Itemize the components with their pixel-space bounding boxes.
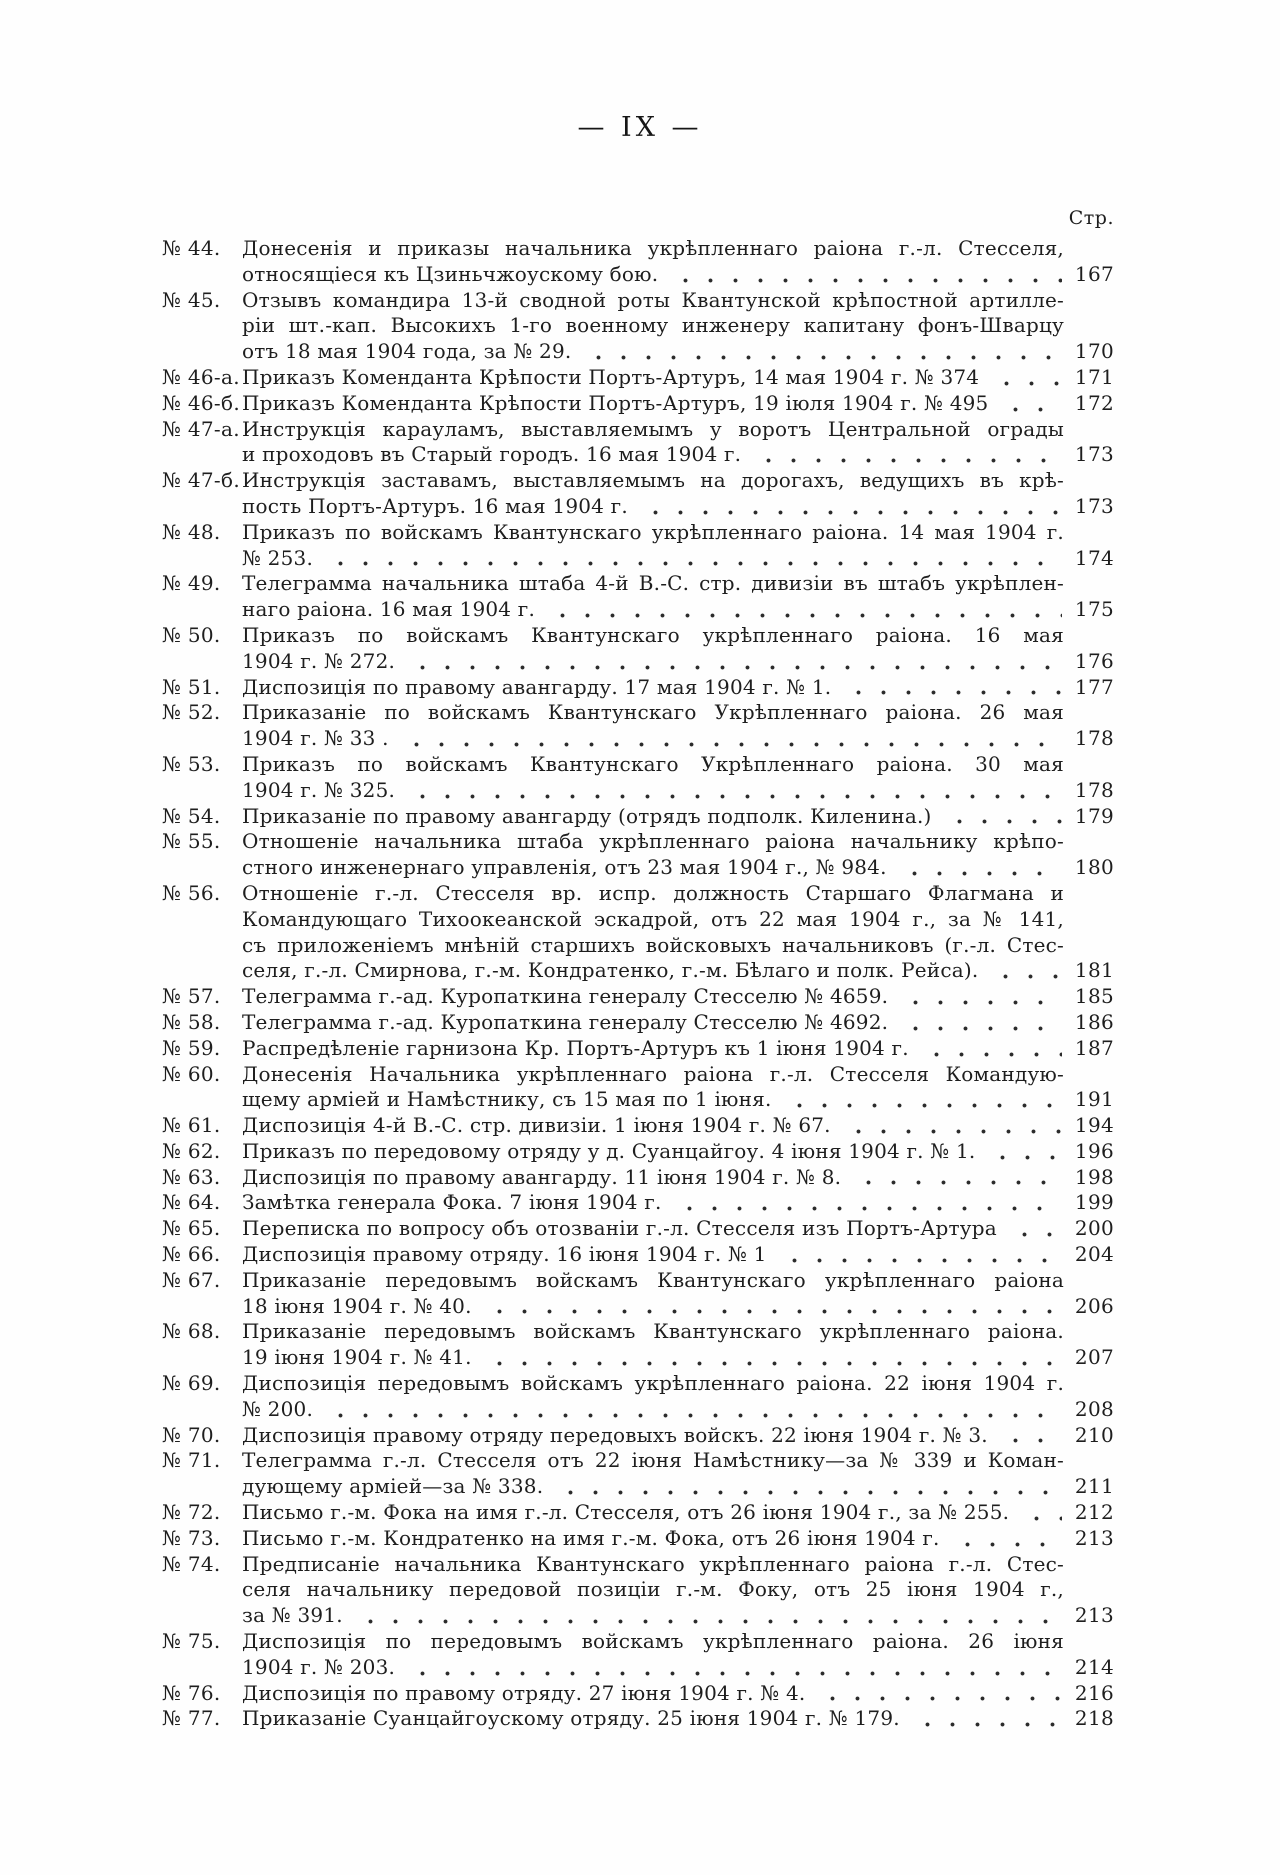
entry-text-line (242, 262, 1064, 288)
entry-text-line (242, 726, 1064, 752)
dot-leader (842, 675, 1062, 701)
entry-text (242, 236, 1064, 288)
entry-number: № 46-а. (162, 364, 240, 389)
entry-text (242, 1500, 1064, 1526)
toc-entry (162, 829, 1114, 881)
entry-number: № 68. (162, 1319, 221, 1344)
entry-page-number: 198 (1074, 1164, 1114, 1189)
dot-leader (324, 546, 1062, 572)
entry-text-line (242, 1423, 1064, 1449)
toc-entry (162, 623, 1114, 675)
entry-text (242, 417, 1064, 469)
dot-leader (899, 984, 1062, 1010)
entry-text-line-content: Диспозиція правому отряду. 16 іюня 1904 г. № 1 (242, 1242, 767, 1267)
entry-text-line-content: Приказъ Коменданта Крѣпости Портъ-Артуръ, 14 мая 1904 г. № 374 (242, 364, 980, 389)
entry-page-number: 179 (1074, 803, 1114, 828)
entry-text-line (242, 339, 1064, 365)
dot-leader (406, 649, 1062, 675)
dot-leader (986, 1139, 1062, 1165)
dot-leader (999, 1423, 1062, 1449)
entry-number: № 66. (162, 1242, 221, 1267)
entry-number: № 57. (162, 984, 221, 1009)
entry-page-number: 199 (1074, 1190, 1114, 1215)
entry-number: № 71. (162, 1448, 221, 1473)
entry-text-line (242, 1681, 1064, 1707)
entry-number: № 49. (162, 571, 221, 596)
toc-entry (162, 1371, 1114, 1423)
entry-text-line: Командующаго Тихоокеанской эскадрой, отъ 22 мая 1904 г., за № 141, (242, 906, 1064, 931)
entry-page-number: 207 (1074, 1345, 1114, 1370)
entry-text-line-content: № 200. (242, 1396, 314, 1421)
entry-text-line: Диспозиція передовымъ войскамъ укрѣпленнаго раіона. 22 іюня 1904 г. (242, 1371, 1064, 1396)
entry-text-line (242, 442, 1064, 468)
entry-text-line (242, 1036, 1064, 1062)
entry-text-line-content: и проходовъ въ Старый городъ. 16 мая 1904 г. (242, 442, 742, 467)
entry-text-line-content: Приказъ Коменданта Крѣпости Портъ-Артуръ, 19 іюля 1904 г. № 495 (242, 390, 989, 415)
entry-text (242, 1062, 1064, 1114)
entry-text (242, 752, 1064, 804)
entry-text (242, 1113, 1064, 1139)
entry-text (242, 1036, 1064, 1062)
entry-text (242, 1216, 1064, 1242)
entry-text-line-content: Диспозиція по правому авангарду. 17 мая 1904 г. № 1. (242, 674, 832, 699)
dot-leader (673, 1190, 1062, 1216)
entry-page-number: 194 (1074, 1113, 1114, 1138)
entry-text (242, 1371, 1064, 1423)
entry-text-line (242, 1190, 1064, 1216)
dot-leader (546, 597, 1062, 623)
entry-text-line (242, 1216, 1064, 1242)
entry-text-line (242, 546, 1064, 572)
toc-entry (162, 700, 1114, 752)
entry-number: № 64. (162, 1190, 221, 1215)
entry-text-line (242, 1655, 1064, 1681)
toc-entry (162, 288, 1114, 365)
entry-text (242, 365, 1064, 391)
entry-text (242, 1268, 1064, 1320)
entry-text (242, 1526, 1064, 1552)
entry-text (242, 623, 1064, 675)
toc-entry (162, 1062, 1114, 1114)
entry-text-line: Отношеніе начальника штаба укрѣпленнаго раіона начальнику крѣпо- (242, 829, 1064, 854)
entry-text-line-content: Диспозиція по правому отряду. 27 іюня 1904 г. № 4. (242, 1680, 806, 1705)
entry-text (242, 1681, 1064, 1707)
dot-leader (778, 1242, 1062, 1268)
entry-text-line: ріи шт.-кап. Высокихъ 1-го военному инженеру капитану фонъ-Шварцу (242, 313, 1064, 338)
entry-text (242, 1010, 1064, 1036)
entry-number: № 74. (162, 1551, 221, 1576)
entry-text-line (242, 1242, 1064, 1268)
dot-leader (951, 1526, 1062, 1552)
entry-page-number: 176 (1074, 648, 1114, 673)
entry-text-line-content: дующему арміей—за № 338. (242, 1474, 544, 1499)
entry-text-line-content: наго раіона. 16 мая 1904 г. (242, 597, 536, 622)
entry-page-number: 208 (1074, 1396, 1114, 1421)
entry-number: № 44. (162, 236, 221, 260)
entry-number: № 51. (162, 674, 221, 699)
entry-number: № 52. (162, 700, 221, 725)
entry-text-line-content: Диспозиція правому отряду передовыхъ войскъ. 22 іюня 1904 г. № 3. (242, 1422, 988, 1447)
entry-number: № 75. (162, 1629, 221, 1654)
entry-text-line-content: 1904 г. № 325. (242, 777, 396, 802)
toc-entry (162, 1242, 1114, 1268)
entry-number: № 58. (162, 1009, 221, 1034)
entry-text (242, 571, 1064, 623)
entry-text-line (242, 1087, 1064, 1113)
toc-entry (162, 1113, 1114, 1139)
entry-text-line-content: селя, г.-л. Смирнова, г.-м. Кондратенко, г.-м. Бѣлаго и полк. Рейса). (242, 958, 979, 983)
entry-text (242, 804, 1064, 830)
toc-entry (162, 752, 1114, 804)
entry-text (242, 829, 1064, 881)
entry-number: № 65. (162, 1216, 221, 1241)
dot-leader (639, 494, 1062, 520)
entry-number: № 46-б. (162, 390, 240, 415)
entry-number: № 76. (162, 1680, 221, 1705)
dot-leader (943, 804, 1062, 830)
entry-text (242, 288, 1064, 365)
entry-text-line: Отношеніе г.-л. Стесселя вр. испр. должность Старшаго Флагмана и (242, 880, 1064, 905)
toc-entry (162, 236, 1114, 288)
entry-number: № 47-а. (162, 416, 240, 441)
dot-leader (852, 1165, 1062, 1191)
entry-page-number: 172 (1074, 390, 1114, 415)
entry-text-line: Инструкція карауламъ, выставляемымъ у воротъ Центральной ограды (242, 416, 1064, 441)
entry-number: № 50. (162, 622, 221, 647)
dot-leader (842, 1113, 1062, 1139)
entry-text-line (242, 649, 1064, 675)
entry-page-number: 187 (1074, 1035, 1114, 1060)
dot-leader (354, 1603, 1062, 1629)
entry-page-number: 171 (1074, 364, 1114, 389)
dot-leader (783, 1087, 1062, 1113)
dot-leader (999, 391, 1062, 417)
toc-entry (162, 391, 1114, 417)
entry-text-line-content: № 253. (242, 545, 314, 570)
toc-entry (162, 1706, 1114, 1732)
entry-page-number: 200 (1074, 1216, 1114, 1241)
entry-text-line-content: Диспозиція 4-й В.-С. стр. дивизіи. 1 іюня 1904 г. № 67. (242, 1113, 831, 1138)
entry-page-number: 186 (1074, 1009, 1114, 1034)
entry-page-number: 212 (1074, 1500, 1114, 1525)
dot-leader (483, 1345, 1062, 1371)
toc-entry (162, 984, 1114, 1010)
entry-page-number: 191 (1074, 1087, 1114, 1112)
entry-text-line: Отзывъ командира 13-й сводной роты Квантунской крѣпостной артилле- (242, 287, 1064, 312)
toc-entry (162, 1448, 1114, 1500)
entry-text-line (242, 675, 1064, 701)
entry-text (242, 1165, 1064, 1191)
entry-number: № 63. (162, 1164, 221, 1189)
page-column-label: Стр. (1068, 207, 1114, 229)
entry-text-line: Донесенія Начальника укрѣпленнаго раіона г.-л. Стесселя Командую- (242, 1061, 1064, 1086)
entry-text (242, 468, 1064, 520)
entry-text-line (242, 1010, 1064, 1036)
dot-leader (669, 262, 1062, 288)
entry-text-line (242, 1397, 1064, 1423)
toc-entry (162, 1036, 1114, 1062)
entry-text-line: Приказаніе передовымъ войскамъ Квантунскаго укрѣпленнаго раіона (242, 1267, 1064, 1292)
entry-text (242, 1423, 1064, 1449)
entry-page-number: 213 (1074, 1603, 1114, 1628)
entry-text-line: Диспозиція по передовымъ войскамъ укрѣпленнаго раіона. 26 іюня (242, 1629, 1064, 1654)
toc-entry (162, 468, 1114, 520)
entry-page-number: 177 (1074, 674, 1114, 699)
entry-text-line (242, 365, 1064, 391)
entry-text (242, 1242, 1064, 1268)
entry-text-line-content: Замѣтка генерала Фока. 7 іюня 1904 г. (242, 1190, 662, 1215)
entry-text-line (242, 494, 1064, 520)
entry-number: № 70. (162, 1422, 221, 1447)
entry-text-line-content: Переписка по вопросу объ отозваніи г.-л. Стесселя изъ Портъ-Артура (242, 1216, 997, 1241)
entry-text-line: Телеграмма начальника штаба 4-й В.-С. стр. дивизіи въ штабъ укрѣплен- (242, 571, 1064, 596)
toc-entry (162, 675, 1114, 701)
entry-text-line-content: отъ 18 мая 1904 года, за № 29. (242, 339, 572, 364)
entry-text-line: Приказъ по войскамъ Квантунскаго укрѣпленнаго раіона. 14 мая 1904 г. (242, 519, 1064, 544)
entry-text-line (242, 1603, 1064, 1629)
entry-text-line (242, 804, 1064, 830)
entry-page-number: 210 (1074, 1422, 1114, 1447)
dot-leader (400, 726, 1062, 752)
entry-text-line (242, 984, 1064, 1010)
entry-text-line (242, 391, 1064, 417)
entry-page-number: 196 (1074, 1138, 1114, 1163)
entry-text (242, 1629, 1064, 1681)
entry-text (242, 1552, 1064, 1629)
entry-text-line (242, 1706, 1064, 1732)
entry-text (242, 1139, 1064, 1165)
dot-leader (483, 1294, 1062, 1320)
dot-leader (920, 1036, 1062, 1062)
dot-leader (752, 442, 1062, 468)
entry-text-line (242, 1165, 1064, 1191)
entry-text (242, 984, 1064, 1010)
entry-text-line-content: Диспозиція по правому авангарду. 11 іюня 1904 г. № 8. (242, 1164, 842, 1189)
entry-page-number: 170 (1074, 339, 1114, 364)
dot-leader (911, 1706, 1062, 1732)
entry-text-line-content: Распредѣленіе гарнизона Кр. Портъ-Артуръ къ 1 іюня 1904 г. (242, 1035, 909, 1060)
entry-text-line (242, 1139, 1064, 1165)
entry-text-line: Приказъ по войскамъ Квантунскаго Укрѣпленнаго раіона. 30 мая (242, 751, 1064, 776)
entry-text-line (242, 778, 1064, 804)
entry-text-line: Инструкція заставамъ, выставляемымъ на дорогахъ, ведущихъ въ крѣ- (242, 468, 1064, 493)
dot-leader (1020, 1500, 1062, 1526)
dot-leader (816, 1681, 1062, 1707)
entry-text-line-content: Приказъ по передовому отряду у д. Суанцайгоу. 4 іюня 1904 г. № 1. (242, 1138, 976, 1163)
entry-text-line (242, 1474, 1064, 1500)
toc-entry (162, 1165, 1114, 1191)
entry-text-line (242, 1113, 1064, 1139)
entry-page-number: 173 (1074, 493, 1114, 518)
toc-entry (162, 1190, 1114, 1216)
entry-text-line-content: 1904 г. № 203. (242, 1654, 396, 1679)
toc-content (162, 206, 1114, 1732)
toc-entry (162, 1010, 1114, 1036)
entry-number: № 72. (162, 1500, 221, 1525)
dot-leader (554, 1474, 1062, 1500)
toc-entry (162, 1526, 1114, 1552)
entry-page-number: 206 (1074, 1293, 1114, 1318)
entry-number: № 77. (162, 1706, 221, 1731)
entry-text (242, 1190, 1064, 1216)
toc-entry (162, 1139, 1114, 1165)
entry-text-line (242, 1500, 1064, 1526)
toc-entry (162, 1268, 1114, 1320)
entry-text (242, 520, 1064, 572)
toc-entry (162, 1500, 1114, 1526)
page-roman-numeral: — IX — (577, 112, 703, 143)
entry-text (242, 881, 1064, 984)
entry-text-line (242, 1345, 1064, 1371)
entry-text-line: Приказаніе передовымъ войскамъ Квантунскаго укрѣпленнаго раіона. (242, 1319, 1064, 1344)
entry-text-line-content: щему арміей и Намѣстнику, съ 15 мая по 1 іюня. (242, 1087, 772, 1112)
entry-text-line-content: пость Портъ-Артуръ. 16 мая 1904 г. (242, 493, 628, 518)
toc-list (162, 236, 1114, 1732)
entry-number: № 62. (162, 1138, 221, 1163)
entry-number: № 47-б. (162, 468, 240, 493)
entry-page-number: 211 (1074, 1474, 1114, 1499)
entry-text-line-content: 1904 г. № 272. (242, 648, 396, 673)
toc-entry (162, 365, 1114, 391)
entry-page-number: 173 (1074, 442, 1114, 467)
entry-text-line-content: Приказаніе Суанцайгоускому отряду. 25 іюня 1904 г. № 179. (242, 1706, 900, 1731)
entry-number: № 48. (162, 519, 221, 544)
entry-page-number: 167 (1074, 261, 1114, 286)
entry-number: № 67. (162, 1267, 221, 1292)
entry-text-line: Телеграмма г.-л. Стесселя отъ 22 іюня Намѣстнику—за № 339 и Коман- (242, 1448, 1064, 1473)
entry-text-line: Предписаніе начальника Квантунскаго укрѣпленнаго раіона г.-л. Стес- (242, 1551, 1064, 1576)
entry-text-line (242, 597, 1064, 623)
dot-leader (406, 778, 1062, 804)
entry-text-line (242, 958, 1064, 984)
toc-entry (162, 881, 1114, 984)
entry-text-line: Приказаніе по войскамъ Квантунскаго Укрѣпленнаго раіона. 26 мая (242, 700, 1064, 725)
entry-number: № 45. (162, 287, 221, 312)
toc-entry (162, 417, 1114, 469)
dot-leader (898, 855, 1062, 881)
entry-text-line-content: 19 іюня 1904 г. № 41. (242, 1345, 472, 1370)
entry-number: № 59. (162, 1035, 221, 1060)
entry-page-number: 185 (1074, 984, 1114, 1009)
entry-number: № 53. (162, 751, 221, 776)
dot-leader (989, 958, 1062, 984)
toc-entry (162, 520, 1114, 572)
entry-text-line-content: за № 391. (242, 1603, 343, 1628)
entry-text-line (242, 1294, 1064, 1320)
dot-leader (582, 339, 1062, 365)
toc-entry (162, 1216, 1114, 1242)
entry-text (242, 1706, 1064, 1732)
entry-text-line-content: Телеграмма г.-ад. Куропаткина генералу Стесселю № 4659. (242, 984, 889, 1009)
entry-page-number: 214 (1074, 1654, 1114, 1679)
entry-number: № 56. (162, 880, 221, 905)
toc-entry (162, 1681, 1114, 1707)
entry-text (242, 1448, 1064, 1500)
entry-number: № 55. (162, 829, 221, 854)
dot-leader (324, 1397, 1062, 1423)
entry-page-number: 218 (1074, 1706, 1114, 1731)
entry-text-line-content: Письмо г.-м. Фока на имя г.-л. Стесселя, отъ 26 іюня 1904 г., за № 255. (242, 1500, 1010, 1525)
toc-entry (162, 804, 1114, 830)
entry-text-line: съ приложеніемъ мнѣній старшихъ войсковыхъ начальниковъ (г.-л. Стес- (242, 932, 1064, 957)
entry-text-line-content: относящіеся къ Цзиньчжоускому бою. (242, 261, 659, 286)
entry-number: № 69. (162, 1371, 221, 1396)
entry-page-number: 181 (1074, 958, 1114, 983)
entry-text-line (242, 1526, 1064, 1552)
entry-text-line (242, 855, 1064, 881)
entry-text (242, 700, 1064, 752)
entry-page-number: 216 (1074, 1680, 1114, 1705)
dot-leader (1008, 1216, 1062, 1242)
toc-entry (162, 1423, 1114, 1449)
entry-number: № 60. (162, 1061, 221, 1086)
toc-entry (162, 571, 1114, 623)
dot-leader (990, 365, 1062, 391)
toc-entry (162, 1552, 1114, 1629)
entry-page-number: 174 (1074, 545, 1114, 570)
entry-text-line-content: Телеграмма г.-ад. Куропаткина генералу Стесселю № 4692. (242, 1009, 889, 1034)
entry-text-line: Приказъ по войскамъ Квантунскаго укрѣпленнаго раіона. 16 мая (242, 622, 1064, 647)
entry-page-number: 178 (1074, 777, 1114, 802)
entry-page-number: 213 (1074, 1525, 1114, 1550)
entry-number: № 61. (162, 1113, 221, 1138)
entry-text-line-content: стного инженернаго управленія, отъ 23 мая 1904 г., № 984. (242, 855, 887, 880)
entry-number: № 54. (162, 803, 221, 828)
entry-page-number: 178 (1074, 726, 1114, 751)
entry-text-line-content: 1904 г. № 33 . (242, 726, 389, 751)
entry-page-number: 204 (1074, 1242, 1114, 1267)
entry-text-line-content: 18 іюня 1904 г. № 40. (242, 1293, 472, 1318)
entry-text-line-content: Письмо г.-м. Кондратенко на имя г.-м. Фока, отъ 26 іюня 1904 г. (242, 1525, 940, 1550)
entry-page-number: 180 (1074, 855, 1114, 880)
dot-leader (899, 1010, 1062, 1036)
entry-text-line: Донесенія и приказы начальника укрѣпленнаго раіона г.-л. Стесселя, (242, 236, 1064, 260)
toc-entry (162, 1629, 1114, 1681)
entry-number: № 73. (162, 1525, 221, 1550)
toc-entry (162, 1319, 1114, 1371)
entry-text (242, 675, 1064, 701)
entry-text-line-content: Приказаніе по правому авангарду (отрядъ подполк. Киленина.) (242, 803, 932, 828)
entry-text (242, 1319, 1064, 1371)
dot-leader (406, 1655, 1062, 1681)
entry-text-line: селя начальнику передовой позиціи г.-м. Фоку, отъ 25 іюня 1904 г., (242, 1577, 1064, 1602)
entry-text (242, 391, 1064, 417)
entry-page-number: 175 (1074, 597, 1114, 622)
